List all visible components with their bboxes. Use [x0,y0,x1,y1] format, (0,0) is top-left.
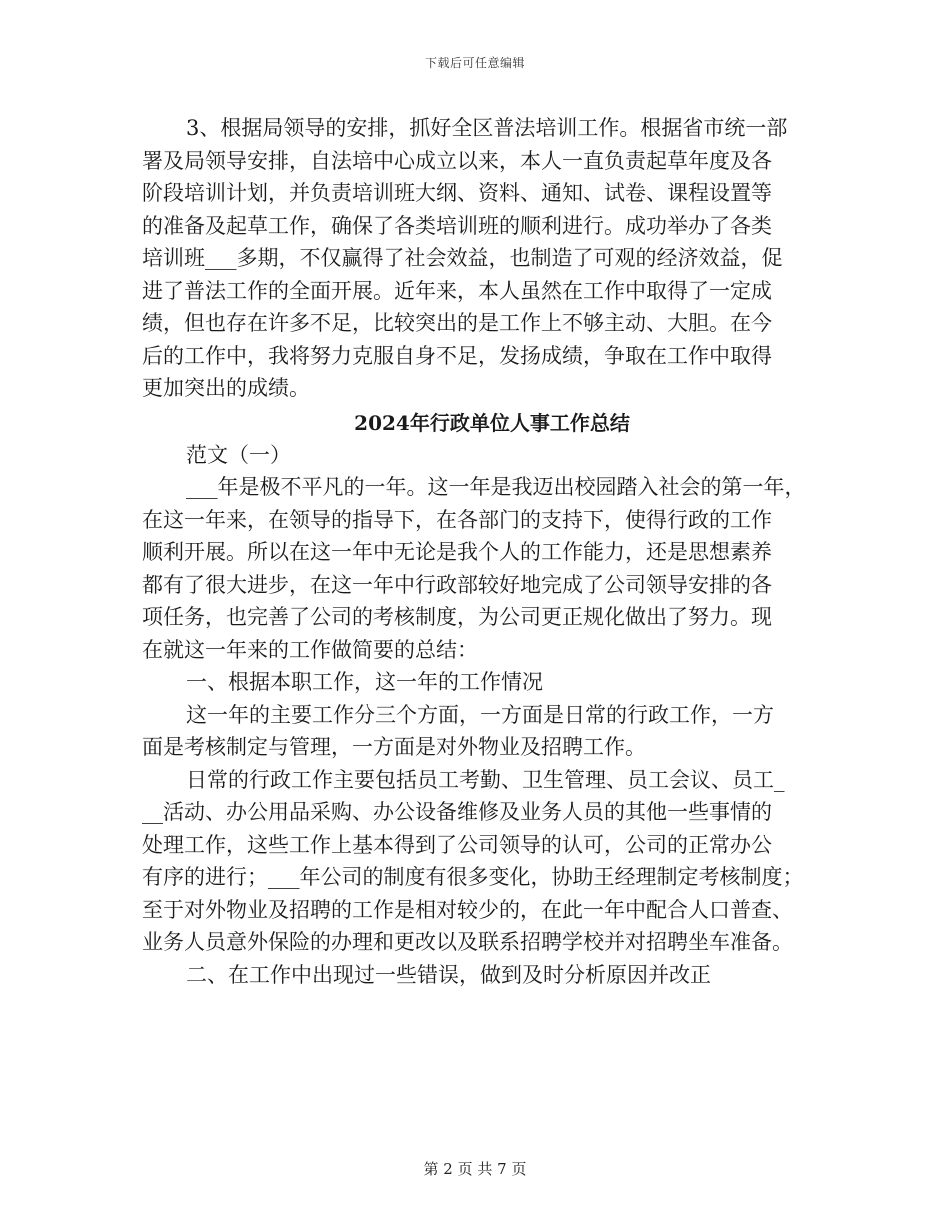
paragraph-line: 后的工作中，我将努力克服自身不足，发扬成绩，争取在工作中取得 [142,343,772,368]
paragraph-line: 顺利开展。所以在这一年中无论是我个人的工作能力，还是思想素养 [142,540,772,564]
paragraph-line: 在这一年来，在领导的指导下，在各部门的支持下，使得行政的工作 [142,507,772,532]
paragraph-line: 面是考核制定与管理，一方面是对外物业及招聘工作。 [142,735,646,759]
paragraph-intro [142,471,822,666]
paragraph-line: __活动、办公用品采购、办公设备维修及业务人员的其他一些事情的 [142,800,772,824]
paragraph-line: 进了普法工作的全面开展。近年来，本人虽然在工作中取得了一定成 [142,278,772,303]
paragraph-line: 业务人员意外保险的办理和更改以及联系招聘学校并对招聘坐车准备。 [142,930,793,954]
paragraph-line: 培训班___多期，不仅赢得了社会效益，也制造了可观的经济效益，促 [142,246,783,270]
header-note: 下载后可任意编辑 [424,56,525,70]
paragraph-line: 项任务，也完善了公司的考核制度，为公司更正规化做出了努力。现 [142,605,772,629]
paragraph-line: 处理工作，这些工作上基本得到了公司领导的认可，公司的正常办公 [142,832,772,857]
paragraph-line: 这一年的主要工作分三个方面，一方面是日常的行政工作，一方 [186,702,774,727]
paragraph-line: 至于对外物业及招聘的工作是相对较少的，在此一年中配合人口普查、 [142,897,793,922]
paragraph-line: 绩，但也存在许多不足，比较突出的是工作上不够主动、大胆。在今 [142,311,772,335]
paragraph-line: 日常的行政工作主要包括员工考勤、卫生管理、员工会议、员工_ [186,767,785,792]
paragraph-line: 阶段培训计划，并负责培训班大纲、资料、通知、试卷、课程设置等 [142,181,772,205]
page-number: 第 2 页 共 7 页 [423,1160,527,1178]
paragraph-line: 署及局领导安排，自法培中心成立以来，本人一直负责起草年度及各 [142,148,772,173]
paragraph-line: 在就这一年来的工作做简要的总结： [142,637,478,662]
sample-label: 范文（一） [186,442,291,467]
paragraph-line: 有序的进行；___年公司的制度有很多变化，协助王经理制定考核制度； [142,865,804,889]
document-body [142,112,822,991]
section-heading-2: 二、在工作中出现过一些错误，做到及时分析原因并改正 [186,962,711,987]
paragraph-daily-admin [142,764,822,959]
paragraph-line: 的准备及起草工作，确保了各类培训班的顺利进行。成功举办了各类 [142,213,772,238]
paragraph-training-work [142,112,822,405]
paragraph-line: ___年是极不平凡的一年。这一年是我迈出校园踏入社会的第一年， [186,475,806,499]
section-heading-1: 一、根据本职工作，这一年的工作情况 [186,670,543,694]
document-title: 2024年行政单位人事工作总结 [354,410,630,435]
paragraph-line: 3、根据局领导的安排，抓好全区普法培训工作。根据省市统一部 [186,116,788,140]
paragraph-main-work [142,699,822,764]
paragraph-line: 都有了很大进步，在这一年中行政部较好地完成了公司领导安排的各 [142,572,772,597]
paragraph-line: 更加突出的成绩。 [142,376,310,400]
